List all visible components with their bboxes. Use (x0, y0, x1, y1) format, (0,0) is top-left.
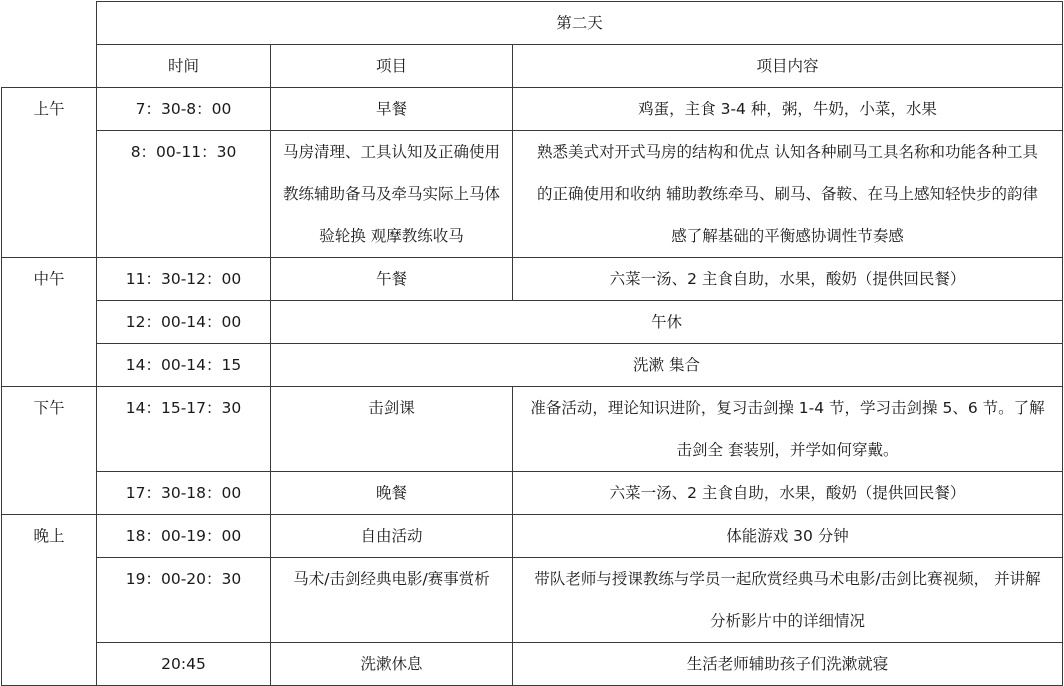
content-cell: 六菜一汤、2 主食自助，水果，酸奶（提供回民餐） (513, 472, 1063, 515)
table-row (2, 301, 1063, 344)
item-line: 马房清理、工具认知及正确使用 (282, 143, 500, 161)
table-row (2, 387, 1063, 472)
content-cell: 体能游戏 30 分钟 (513, 515, 1063, 558)
time-cell: 8：00-11：30 (97, 131, 271, 258)
period-noon: 中午 (2, 258, 97, 387)
table-row (2, 131, 1063, 258)
column-header-content: 项目内容 (513, 45, 1063, 88)
content-cell: 生活老师辅助孩子们洗漱就寝 (513, 643, 1063, 686)
table-row (2, 643, 1063, 686)
content-line: 带队老师与授课教练与学员一起欣赏经典马术电影/击剑比赛视频， 并讲解 (534, 570, 1041, 588)
content-cell: 六菜一汤、2 主食自助，水果，酸奶（提供回民餐） (513, 258, 1063, 301)
schedule-table (1, 1, 1063, 686)
content-cell (513, 387, 1063, 472)
period-evening: 晚上 (2, 515, 97, 686)
content-line: 准备活动，理论知识进阶，复习击剑操 1-4 节，学习击剑操 5、6 节。了解 (530, 399, 1045, 417)
time-cell: 7：30-8：00 (97, 88, 271, 131)
table-row (2, 558, 1063, 643)
content-cell: 鸡蛋，主食 3-4 种，粥，牛奶，小菜，水果 (513, 88, 1063, 131)
item-line: 教练辅助备马及牵马实际上马体 (282, 185, 500, 203)
item-cell: 洗漱休息 (271, 643, 513, 686)
content-line: 击剑全 套装别，并学如何穿戴。 (676, 441, 899, 459)
day-title: 第二天 (97, 2, 1063, 45)
item-cell: 晚餐 (271, 472, 513, 515)
time-cell: 14：15-17：30 (97, 387, 271, 472)
time-cell: 17：30-18：00 (97, 472, 271, 515)
time-cell: 18：00-19：00 (97, 515, 271, 558)
content-cell (513, 131, 1063, 258)
period-morning: 上午 (2, 88, 97, 258)
content-cell-merged: 午休 (271, 301, 1063, 344)
period-afternoon: 下午 (2, 387, 97, 515)
item-cell: 马术/击剑经典电影/赛事赏析 (271, 558, 513, 643)
table-row (2, 258, 1063, 301)
time-cell: 14：00-14：15 (97, 344, 271, 387)
header-row-columns (2, 45, 1063, 88)
time-cell: 20:45 (97, 643, 271, 686)
content-line: 熟悉美式对开式马房的结构和优点 认知各种刷马工具名称和功能各种工具 (537, 143, 1038, 161)
content-cell (513, 558, 1063, 643)
item-cell: 自由活动 (271, 515, 513, 558)
content-line: 的正确使用和收纳 辅助教练牵马、刷马、备鞍、在马上感知轻快步的韵律 (537, 185, 1038, 203)
time-cell: 12：00-14：00 (97, 301, 271, 344)
table-row (2, 472, 1063, 515)
content-cell-merged: 洗漱 集合 (271, 344, 1063, 387)
column-header-item: 项目 (271, 45, 513, 88)
time-cell: 19：00-20：30 (97, 558, 271, 643)
item-cell: 午餐 (271, 258, 513, 301)
time-cell: 11：30-12：00 (97, 258, 271, 301)
table-row (2, 515, 1063, 558)
header-row-day (2, 2, 1063, 45)
item-cell: 早餐 (271, 88, 513, 131)
item-line: 验轮换 观摩教练收马 (319, 227, 464, 245)
content-line: 分析影片中的详细情况 (709, 612, 865, 630)
item-cell (271, 131, 513, 258)
header-corner-cell (2, 2, 97, 88)
table-row (2, 344, 1063, 387)
content-line: 感了解基础的平衡感协调性节奏感 (671, 227, 904, 245)
column-header-time: 时间 (97, 45, 271, 88)
item-cell: 击剑课 (271, 387, 513, 472)
table-row (2, 88, 1063, 131)
